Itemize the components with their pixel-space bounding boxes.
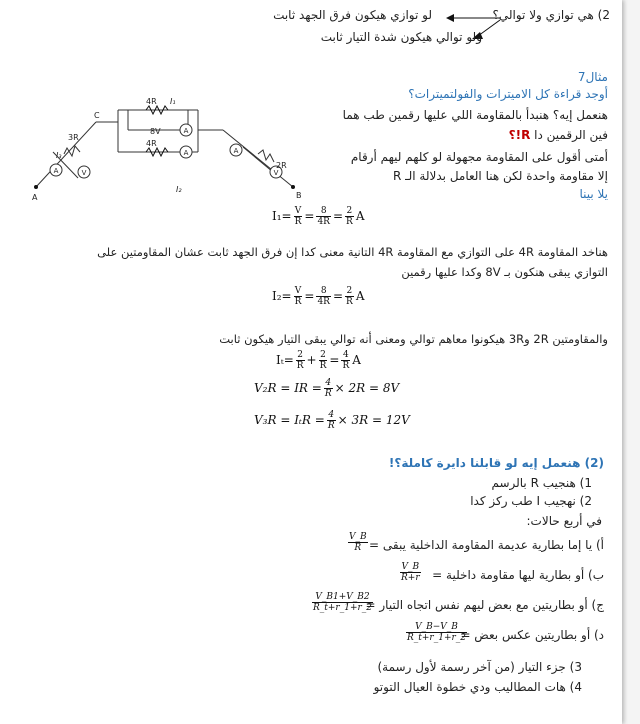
explain-line-2: فين الرقمين دا R!؟ bbox=[508, 128, 608, 142]
case-c-fraction: $\frac{V\_B1+V\_B2}{R\_t+r\_1+r\_2}$ bbox=[313, 592, 373, 613]
q2-heading: 2) هي توازي ولا توالي؟ bbox=[492, 8, 610, 22]
current-i3: I₃ bbox=[56, 151, 62, 160]
step-1: 1) هنجيب R بالرسم bbox=[491, 476, 592, 490]
section-2-title: (2) هنعمل إيه لو قابلنا دايرة كاملة؟! bbox=[388, 456, 604, 470]
example-title: مثال7 bbox=[577, 70, 608, 84]
find-readings: أوجد قراءة كل الاميترات والفولتميترات؟ bbox=[408, 87, 608, 101]
equation-i2: I₂= $\frac{V}{R}$ = $\frac{8}{4R}$ = $\frac{2}{R}$ A bbox=[272, 286, 365, 307]
case-b-fraction: $\frac{V\_B}{R+r}$ bbox=[401, 562, 420, 583]
explain-line-4: إلا مقاومة واحدة لكن هنا العامل بدلالة الـ R bbox=[392, 169, 608, 183]
explain-parallel-2: التوازي يبقى هنكون بـ 8V وكدا عليها رقمين bbox=[401, 265, 608, 279]
ammeter-1-label: A bbox=[53, 167, 59, 175]
q2-answer-parallel: لو توازي هيكون فرق الجهد ثابت bbox=[273, 8, 432, 22]
step-2: 2) نهجيب I طب ركز كدا bbox=[470, 494, 592, 508]
resistor-3r: 3R bbox=[68, 133, 79, 142]
equation-v3r: V₃R = IₜR = $\frac{4}{R}$ × 3R = 12V bbox=[254, 410, 410, 431]
node-b: B bbox=[296, 191, 302, 200]
case-b: ب) أو بطارية ليها مقاومة داخلية = bbox=[432, 568, 604, 582]
explain-series: والمقاومتين 2R و3R هيكونوا معاهم توالي ومعنى أنه توالي يبقى التيار هيكون ثابت bbox=[219, 332, 608, 346]
resistor-4r-bottom: 4R bbox=[146, 139, 157, 148]
step-4: 4) هات المطاليب ودي خطوة العيال التوتو bbox=[373, 680, 582, 694]
current-i1: I₁ bbox=[170, 97, 176, 106]
voltmeter-2-label: V bbox=[273, 169, 279, 177]
label-8v: 8V bbox=[150, 127, 161, 136]
resistor-4r-top: 4R bbox=[146, 97, 157, 106]
node-a: A bbox=[32, 193, 38, 202]
cases-intro: في أربع حالات: bbox=[526, 514, 602, 528]
ammeter-2-label: A bbox=[183, 127, 189, 135]
resistor-2r: 2R bbox=[276, 161, 287, 170]
step-3: 3) جزء التيار (من آخر رسمة لأول رسمة) bbox=[377, 660, 582, 674]
explain-parallel-1: هناخد المقاومة 4R على التوازي مع المقاومة 4R التانية معنى كدا إن فرق الجهد ثابت عشان المقاومتين على bbox=[97, 245, 608, 259]
ammeter-4-label: A bbox=[233, 147, 239, 155]
case-d: د) أو بطاريتين عكس بعض = bbox=[460, 628, 604, 642]
equation-v2r: V₂R = IR = $\frac{4}{R}$ × 2R = 8V bbox=[254, 378, 400, 399]
equation-i1: I₁= $\frac{V}{R}$ = $\frac{8}{4R}$ = $\frac{2}{R}$ A bbox=[272, 206, 365, 227]
ammeter-3-label: A bbox=[183, 149, 189, 157]
case-d-fraction: $\frac{V\_B-V\_B}{R\_t+r\_1+r\_2}$ bbox=[407, 622, 467, 643]
equation-it: Iₜ= $\frac{2}{R}$ + $\frac{2}{R}$ = $\frac{4}{R}$ A bbox=[276, 350, 361, 371]
voltmeter-1-label: V bbox=[81, 169, 87, 177]
q2-answer-series: ولو توالي هيكون شدة التيار ثابت bbox=[320, 30, 482, 44]
case-a-fraction: $\frac{V\_B}{R}$ bbox=[349, 532, 367, 553]
case-a: أ) يا إما بطارية عديمة المقاومة الداخلية يبقى = bbox=[369, 538, 604, 552]
circuit-diagram bbox=[28, 92, 328, 204]
node-c: C bbox=[94, 111, 100, 120]
case-c: ج) أو بطاريتين مع بعض ليهم نفس اتجاه التيار = bbox=[365, 598, 604, 612]
lets-go: يلا بينا bbox=[579, 187, 608, 201]
r-highlight: R bbox=[521, 128, 531, 142]
explain-line-1: هنعمل إيه؟ هنبدأ بالمقاومة اللي عليها رقمين طب هما bbox=[342, 108, 608, 122]
explain-line-3: أمتى أقول على المقاومة مجهولة لو كلهم ليهم أرقام bbox=[350, 150, 608, 164]
current-i2: I₂ bbox=[176, 185, 182, 194]
